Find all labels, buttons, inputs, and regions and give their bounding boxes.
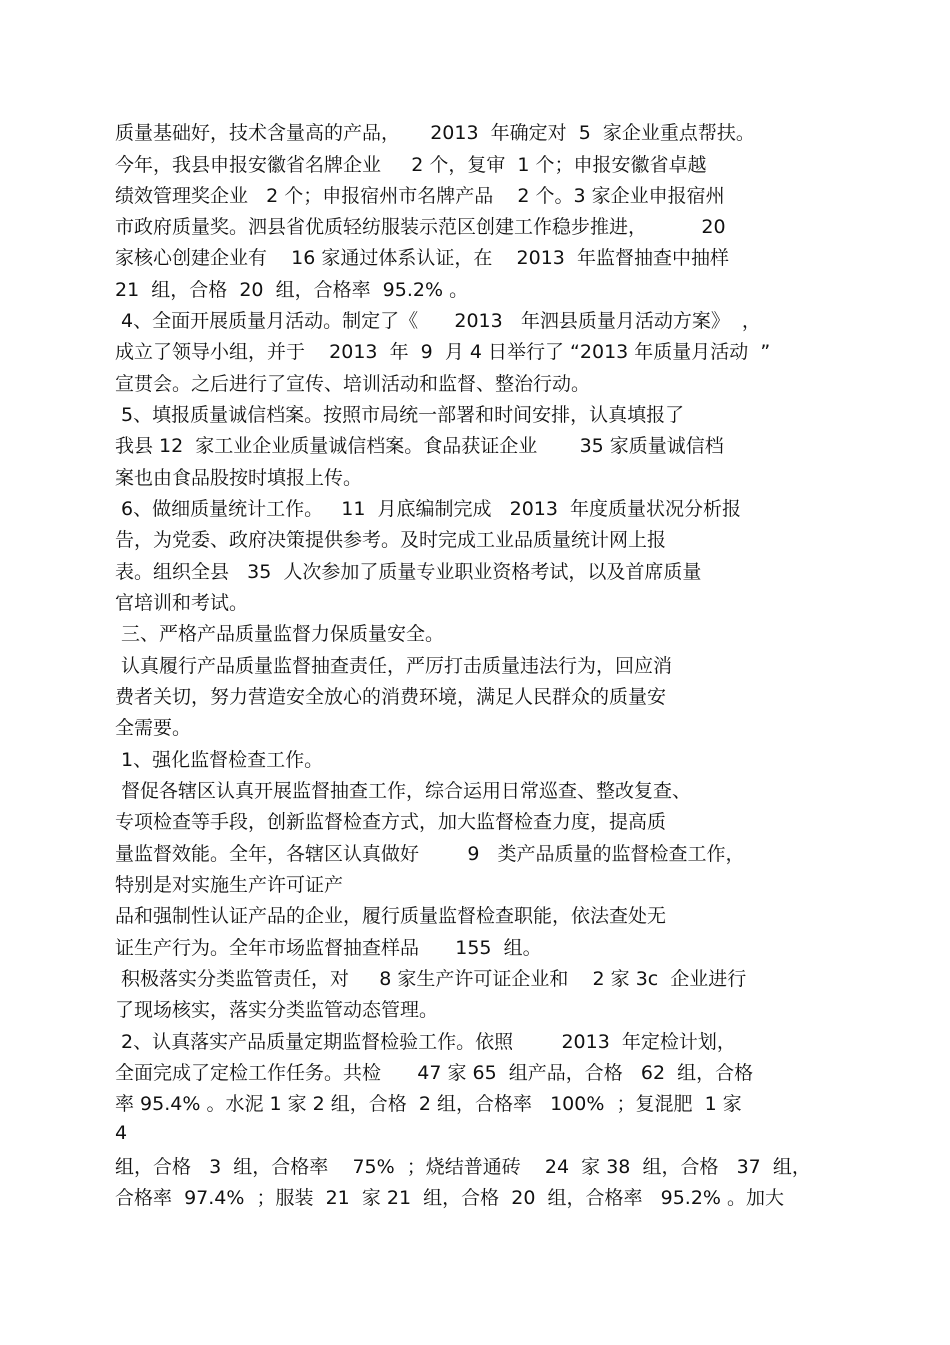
text-line: 6、做细质量统计工作。 11 月底编制完成 2013 年度质量状况分析报 <box>115 498 742 520</box>
text-line: 认真履行产品质量监督抽查责任，严厉打击质量违法行为，回应消 <box>115 655 673 677</box>
text-line: 4、全面开展质量月活动。制定了《 2013 年泗县质量月活动方案》 ， <box>115 310 761 332</box>
text-line: 量监督效能。全年，各辖区认真做好 9 类产品质量的监督检查工作， <box>115 843 745 865</box>
text-line: 宣贯会。之后进行了宣传、培训活动和监督、整治行动。 <box>115 373 591 395</box>
text-line: 费者关切，努力营造安全放心的消费环境，满足人民群众的质量安 <box>115 686 667 708</box>
text-line: 4 <box>115 1122 128 1144</box>
text-line: 积极落实分类监管责任，对 8 家生产许可证企业和 2 家 3c 企业进行 <box>115 968 747 990</box>
text-line: 专项检查等手段，创新监督检查方式，加大监督检查力度，提高质 <box>115 811 667 833</box>
text-line: 组，合格 3 组，合格率 75% ；烧结普通砖 24 家 38 组，合格 37 组， <box>115 1156 811 1178</box>
text-line: 率 95.4% 。水泥 1 家 2 组，合格 2 组，合格率 100% ；复混肥 1 家 <box>115 1093 742 1115</box>
text-line: 案也由食品股按时填报上传。 <box>115 467 363 489</box>
text-line: 21 组，合格 20 组，合格率 95.2% 。 <box>115 279 469 301</box>
text-line: 今年，我县申报安徽省名牌企业 2 个，复审 1 个；申报安徽省卓越 <box>115 154 707 176</box>
text-line: 5、填报质量诚信档案。按照市局统一部署和时间安排，认真填报了 <box>115 404 685 426</box>
text-line: 质量基础好，技术含量高的产品， 2013 年确定对 5 家企业重点帮扶。 <box>115 122 755 144</box>
text-line: 全需要。 <box>115 717 192 739</box>
text-line: 特别是对实施生产许可证产 <box>115 874 344 896</box>
text-line: 了现场核实，落实分类监管动态管理。 <box>115 999 439 1021</box>
section-heading: 三、严格产品质量监督力保质量安全。 <box>115 623 445 645</box>
text-line: 合格率 97.4% ；服装 21 家 21 组，合格 20 组，合格率 95.2% 。加大 <box>115 1187 784 1209</box>
text-line: 全面完成了定检工作任务。共检 47 家 65 组产品，合格 62 组，合格 <box>115 1062 754 1084</box>
text-line: 2、认真落实产品质量定期监督检验工作。依照 2013 年定检计划， <box>115 1031 736 1053</box>
text-line: 告，为党委、政府决策提供参考。及时完成工业品质量统计网上报 <box>115 529 667 551</box>
text-line: 官培训和考试。 <box>115 592 249 614</box>
text-line: 市政府质量奖。泗县省优质轻纺服装示范区创建工作稳步推进， 20 <box>115 216 726 238</box>
text-line: 家核心创建企业有 16 家通过体系认证，在 2013 年监督抽查中抽样 <box>115 247 729 269</box>
text-line: 绩效管理奖企业 2 个；申报宿州市名牌产品 2 个。3 家企业申报宿州 <box>115 185 725 207</box>
text-line: 督促各辖区认真开展监督抽查工作，综合运用日常巡查、整改复查、 <box>115 780 692 802</box>
text-line: 表。组织全县 35 人次参加了质量专业职业资格考试，以及首席质量 <box>115 561 702 583</box>
text-line: 我县 12 家工业企业质量诚信档案。食品获证企业 35 家质量诚信档 <box>115 435 724 457</box>
text-line: 证生产行为。全年市场监督抽查样品 155 组。 <box>115 937 542 959</box>
text-line: 成立了领导小组，并于 2013 年 9 月 4 日举行了 “2013 年质量月活动 ” <box>115 341 771 363</box>
text-line: 1、强化监督检查工作。 <box>115 749 324 771</box>
text-line: 品和强制性认证产品的企业，履行质量监督检查职能，依法查处无 <box>115 905 667 927</box>
